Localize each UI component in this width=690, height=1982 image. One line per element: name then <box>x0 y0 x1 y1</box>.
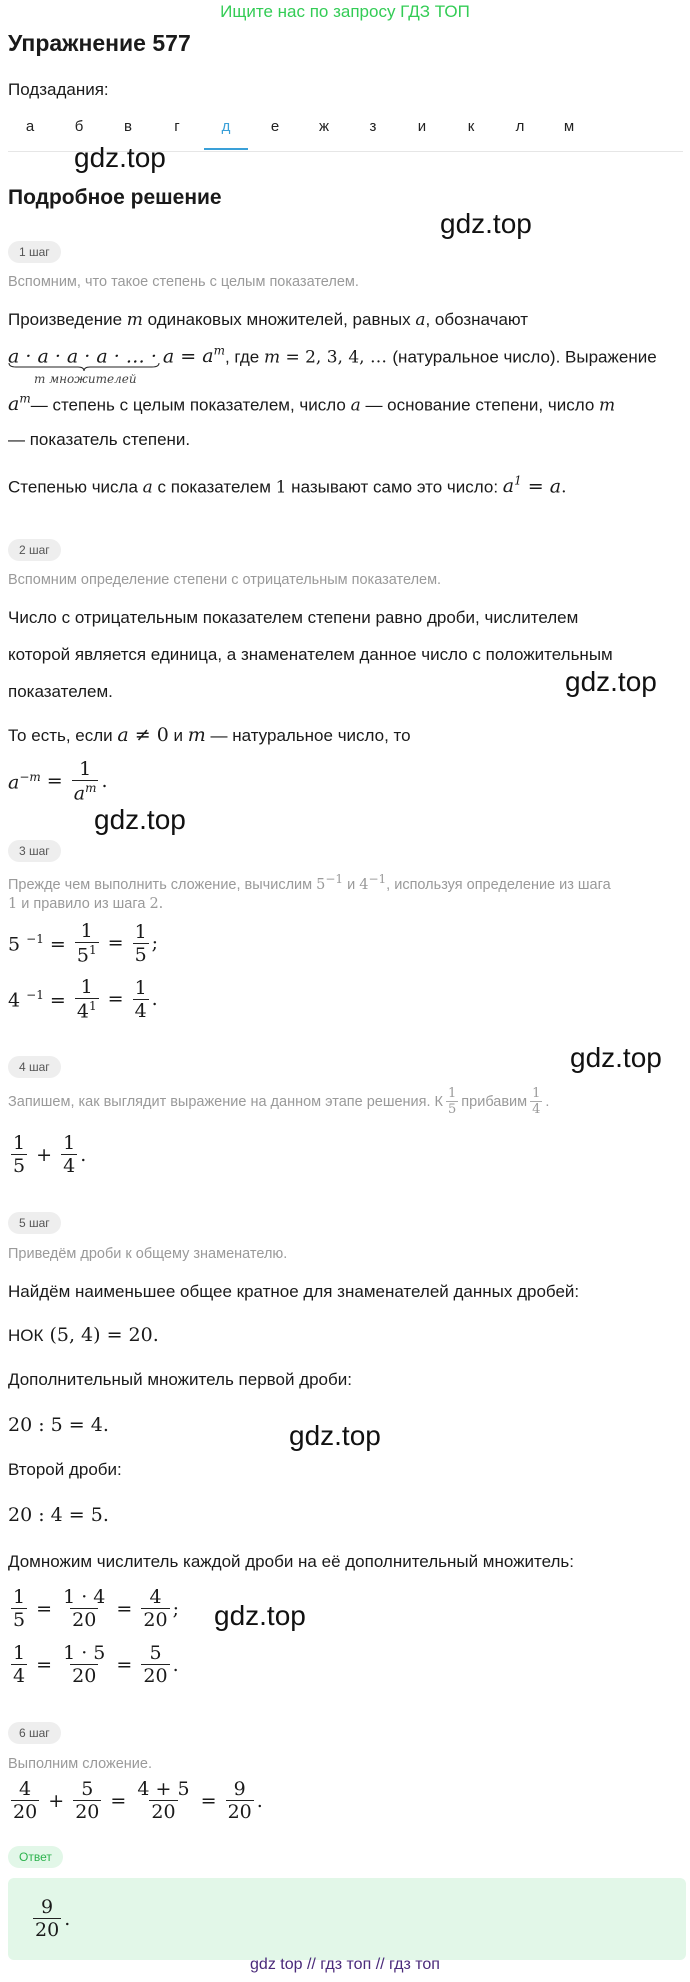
underbrace <box>8 362 160 372</box>
fraction-one-expanded: $\frac{1}{5}$ = $\frac{1 \cdot 4}{20}$ = $\frac{4}{20}$ ; <box>13 1586 179 1631</box>
expression-sum: $\frac{1}{5}$ + $\frac{1}{4}$ . <box>13 1132 87 1177</box>
tab-l[interactable]: л <box>515 118 525 135</box>
step-text: То есть, если a ≠ 0 и m — натуральное число, то <box>8 724 411 746</box>
subtasks-label: Подзадания: <box>8 80 109 99</box>
step-hint: Вспомним определение степени с отрицательным показателем. <box>8 572 442 588</box>
tab-k[interactable]: к <box>467 118 475 135</box>
step-text: — показатель степени. <box>8 430 191 449</box>
watermark: gdz.top <box>289 1420 381 1451</box>
factor-two: 20 : 4 = 5. <box>8 1504 109 1526</box>
step-badge: 6 шаг <box>8 1722 61 1744</box>
tab-a[interactable]: а <box>25 118 35 135</box>
step-hint: 1 и правило из шага 2. <box>8 896 164 912</box>
tab-z[interactable]: з <box>369 118 377 135</box>
footer-links[interactable]: gdz top // гдз топ // гдз топ <box>250 1956 440 1973</box>
tab-v[interactable]: в <box>124 118 132 135</box>
step-text: Домножим числитель каждой дроби на её дополнительный множитель: <box>8 1552 574 1571</box>
step-hint: Выполним сложение. <box>8 1756 152 1772</box>
step-badge: 2 шаг <box>8 539 61 561</box>
watermark: gdz.top <box>74 142 166 173</box>
top-search-link[interactable]: Ищите нас по запросу ГДЗ ТОП <box>220 2 470 21</box>
tab-d[interactable]: д <box>204 118 248 150</box>
calc-four-power: 4 $^{-1}$ = $\frac{1}{4^1}$ = $\frac{1}{4}$ . <box>8 976 158 1023</box>
step-badge: 4 шаг <box>8 1056 61 1078</box>
tab-m[interactable]: м <box>563 118 575 135</box>
answer-box <box>8 1878 686 1960</box>
step-badge: 1 шаг <box>8 241 61 263</box>
tab-b[interactable]: б <box>74 118 84 135</box>
step-text: Найдём наименьшее общее кратное для знаменателей данных дробей: <box>8 1282 580 1301</box>
step-hint: Приведём дроби к общему знаменателю. <box>8 1246 288 1262</box>
step-hint: Запишем, как выглядит выражение на данном этапе решения. К $\frac{1}{5}$ прибавим $\frac{1}{4}$ . <box>8 1086 550 1117</box>
lcm-line: НОК (5, 4) = 20. <box>8 1324 159 1346</box>
final-sum: $\frac{4}{20}$ + $\frac{5}{20}$ = $\frac{4 + 5}{20}$ = $\frac{9}{20}$ . <box>13 1778 263 1823</box>
step-hint: Прежде чем выполнить сложение, вычислим $5^{-1}$ и $4^{-1}$, используя определение из шага <box>8 872 611 893</box>
step-text: Второй дроби: <box>8 1460 122 1479</box>
fraction-two-expanded: $\frac{1}{4}$ = $\frac{1 \cdot 5}{20}$ = $\frac{5}{20}$ . <box>13 1642 179 1687</box>
step-text: Дополнительный множитель первой дроби: <box>8 1370 352 1389</box>
watermark: gdz.top <box>214 1600 306 1631</box>
step-text: Степенью числа a с показателем 1 называют само это число: $a^1 = a$. <box>8 474 567 498</box>
watermark: gdz.top <box>440 208 532 239</box>
step-text: показателем. <box>8 682 113 701</box>
step-badge: 5 шаг <box>8 1212 61 1234</box>
answer-value: $\frac{9}{20}$ . <box>35 1896 71 1941</box>
watermark: gdz.top <box>94 804 186 835</box>
underbrace-label: m множителей <box>34 372 137 386</box>
solution-heading: Подробное решение <box>8 186 222 209</box>
calc-five-power: 5 $^{-1}$ = $\frac{1}{5^1}$ = $\frac{1}{5}$ ; <box>8 920 159 967</box>
power-definition-line: a · a · a · a · … · $a = a^m$, где m = 2, 3, 4, … (натуральное число). Выражение <box>8 344 657 368</box>
negative-power-formula: $a^{-m}$ = $\frac{1}{a^m}$ . <box>8 758 108 805</box>
step-text: Число с отрицательным показателем степени равно дроби, числителем <box>8 608 579 627</box>
tab-zh[interactable]: ж <box>318 118 330 135</box>
answer-badge: Ответ <box>8 1846 63 1868</box>
step-text: $a^m—$ степень с целым показателем, число a — основание степени, число m <box>8 392 616 416</box>
step-hint: Вспомним, что такое степень с целым показателем. <box>8 274 359 290</box>
step-badge: 3 шаг <box>8 840 61 862</box>
step-text: которой является единица, а знаменателем данное число с положительным <box>8 645 613 664</box>
page-title: Упражнение 577 <box>8 30 191 56</box>
watermark: gdz.top <box>570 1042 662 1073</box>
tab-g[interactable]: г <box>174 118 180 135</box>
tab-i[interactable]: и <box>417 118 427 135</box>
tab-e[interactable]: е <box>270 118 280 135</box>
watermark: gdz.top <box>565 666 657 697</box>
step-text: Произведение m одинаковых множителей, равных a, обозначают <box>8 310 529 330</box>
factor-one: 20 : 5 = 4. <box>8 1414 109 1436</box>
